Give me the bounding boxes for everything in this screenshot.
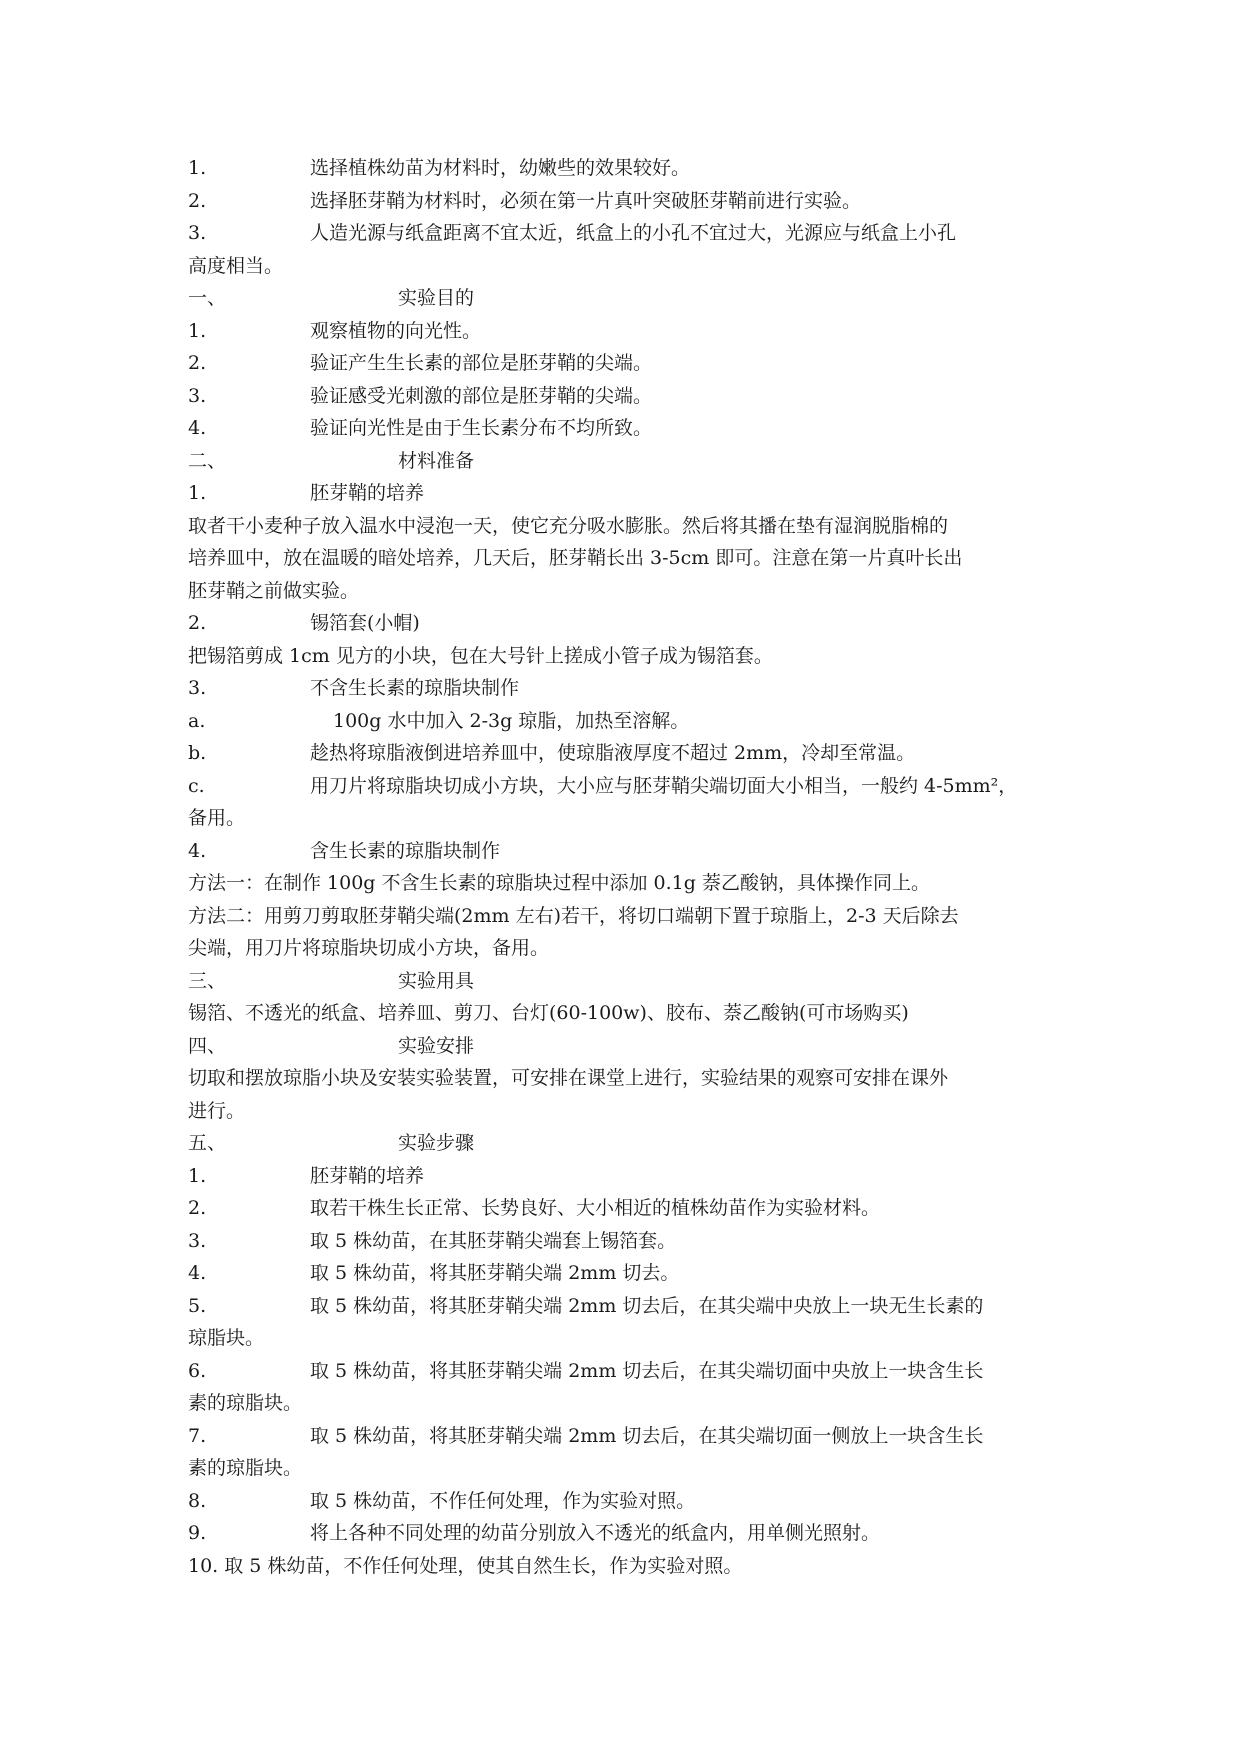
item-label: a. bbox=[188, 709, 206, 732]
material-item-4 bbox=[188, 835, 1068, 868]
item-text: 验证向光性是由于生长素分布不均所致。 bbox=[310, 417, 653, 439]
item-label: b. bbox=[188, 742, 207, 764]
item-continuation: 素的琼脂块。 bbox=[188, 1392, 303, 1414]
item-label: 5. bbox=[188, 1294, 207, 1317]
item-text: 取 5 株幼苗，将其胚芽鞘尖端 2mm 切去后，在其尖端切面中央放上一块含生长 bbox=[310, 1359, 984, 1382]
sub-item-c bbox=[188, 770, 1068, 803]
section-number: 一、 bbox=[188, 287, 227, 309]
material-item-1 bbox=[188, 477, 1068, 510]
section-title: 实验步骤 bbox=[398, 1132, 475, 1154]
step-item-6 bbox=[188, 1355, 1068, 1388]
paragraph-line: 尖端，用刀片将琼脂块切成小方块，备用。 bbox=[188, 937, 550, 959]
item-text: 取 5 株幼苗，在其胚芽鞘尖端套上锡箔套。 bbox=[310, 1229, 677, 1252]
step-item-10 bbox=[188, 1550, 1068, 1583]
item-label: 4. bbox=[188, 1262, 207, 1284]
section-title: 实验用具 bbox=[398, 969, 475, 992]
step-item-8 bbox=[188, 1485, 1068, 1518]
item-text: 锡箔套(小帽) bbox=[310, 612, 420, 634]
paragraph-line: 方法一：在制作 100g 不含生长素的琼脂块过程中添加 0.1g 萘乙酸钠，具体操作同上。 bbox=[188, 872, 930, 894]
paragraph-line: 把锡箔剪成 1cm 见方的小块，包在大号针上搓成小管子成为锡箔套。 bbox=[188, 644, 773, 667]
item-label: 6. bbox=[188, 1359, 207, 1382]
step-item-2 bbox=[188, 1192, 1068, 1225]
paragraph-line: 取者干小麦种子放入温水中浸泡一天，使它充分吸水膨胀。然后将其播在垫有湿润脱脂棉的 bbox=[188, 514, 949, 537]
item-text: 取 5 株幼苗，将其胚芽鞘尖端 2mm 切去后，在其尖端切面一侧放上一块含生长 bbox=[310, 1424, 984, 1447]
item-label: 1. bbox=[188, 157, 207, 179]
item-text: 验证产生生长素的部位是胚芽鞘的尖端。 bbox=[310, 352, 653, 374]
item-label: 10. bbox=[188, 1554, 219, 1577]
section-number: 四、 bbox=[188, 1034, 227, 1057]
material-item-2 bbox=[188, 607, 1068, 640]
step-item-9 bbox=[188, 1517, 1068, 1550]
item-text: 取若干株生长正常、长势良好、大小相近的植株幼苗作为实验材料。 bbox=[310, 1197, 881, 1219]
paragraph-line: 胚芽鞘之前做实验。 bbox=[188, 579, 360, 602]
item-text: 观察植物的向光性。 bbox=[310, 319, 482, 342]
step-item-5 bbox=[188, 1290, 1068, 1323]
item-text: 胚芽鞘的培养 bbox=[310, 1164, 425, 1187]
item-label: 1. bbox=[188, 1164, 207, 1187]
item-label: 3. bbox=[188, 677, 207, 699]
section-heading-goals bbox=[188, 282, 1068, 315]
item-label: 3. bbox=[188, 1229, 207, 1252]
item-text: 取 5 株幼苗，不作任何处理，使其自然生长，作为实验对照。 bbox=[224, 1554, 743, 1577]
item-text: 趁热将琼脂液倒进培养皿中，使琼脂液厚度不超过 2mm，冷却至常温。 bbox=[310, 742, 916, 764]
item-continuation: 素的琼脂块。 bbox=[188, 1457, 303, 1479]
item-label: 2. bbox=[188, 189, 207, 212]
paragraph-line: 切取和摆放琼脂小块及安装实验装置，可安排在课堂上进行，实验结果的观察可安排在课外 bbox=[188, 1067, 949, 1089]
step-item-4 bbox=[188, 1257, 1068, 1290]
note-item-1 bbox=[188, 152, 1068, 185]
item-text: 用刀片将琼脂块切成小方块，大小应与胚芽鞘尖端切面大小相当，一般约 4-5mm²， bbox=[310, 774, 1018, 797]
item-continuation: 琼脂块。 bbox=[188, 1327, 265, 1349]
section-number: 二、 bbox=[188, 449, 227, 472]
item-label: 2. bbox=[188, 352, 207, 374]
item-label: 1. bbox=[188, 482, 207, 504]
section-number: 五、 bbox=[188, 1132, 227, 1154]
step-item-1 bbox=[188, 1160, 1068, 1193]
paragraph-line: 进行。 bbox=[188, 1099, 246, 1122]
item-label: 4. bbox=[188, 417, 207, 439]
section-heading-arrangement bbox=[188, 1030, 1068, 1063]
section-title: 实验安排 bbox=[398, 1034, 475, 1057]
paragraph-line: 培养皿中，放在温暖的暗处培养，几天后，胚芽鞘长出 3-5cm 即可。注意在第一片真叶长出 bbox=[188, 547, 963, 569]
item-text: 含生长素的琼脂块制作 bbox=[310, 839, 501, 862]
sub-item-b bbox=[188, 737, 1068, 770]
step-item-3 bbox=[188, 1225, 1068, 1258]
section-title: 实验目的 bbox=[398, 287, 475, 309]
sub-item-a bbox=[188, 705, 1068, 738]
goal-item-2 bbox=[188, 347, 1068, 380]
goal-item-1 bbox=[188, 315, 1068, 348]
item-text: 将上各种不同处理的幼苗分别放入不透光的纸盒内，用单侧光照射。 bbox=[310, 1522, 881, 1544]
goal-item-3 bbox=[188, 380, 1068, 413]
section-heading-tools bbox=[188, 965, 1068, 998]
paragraph-line: 锡箔、不透光的纸盒、培养皿、剪刀、台灯(60-100w)、胶布、萘乙酸钠(可市场购买) bbox=[188, 1002, 909, 1024]
item-label: 3. bbox=[188, 222, 207, 244]
item-text: 取 5 株幼苗，不作任何处理，作为实验对照。 bbox=[310, 1489, 696, 1512]
document-body bbox=[188, 152, 1068, 1582]
item-text: 选择胚芽鞘为材料时，必须在第一片真叶突破胚芽鞘前进行实验。 bbox=[310, 189, 862, 212]
item-text: 选择植株幼苗为材料时，幼嫩些的效果较好。 bbox=[310, 157, 691, 179]
item-text: 胚芽鞘的培养 bbox=[310, 482, 425, 504]
item-label: 7. bbox=[188, 1424, 207, 1447]
item-label: 1. bbox=[188, 319, 207, 342]
item-label: 2. bbox=[188, 612, 207, 634]
item-text: 不含生长素的琼脂块制作 bbox=[310, 677, 520, 699]
item-label: 4. bbox=[188, 839, 207, 862]
item-continuation: 高度相当。 bbox=[188, 254, 284, 277]
section-heading-materials bbox=[188, 445, 1068, 478]
item-label: c. bbox=[188, 774, 205, 797]
step-item-7 bbox=[188, 1420, 1068, 1453]
section-title: 材料准备 bbox=[398, 449, 475, 472]
material-item-3 bbox=[188, 672, 1068, 705]
item-text: 取 5 株幼苗，将其胚芽鞘尖端 2mm 切去。 bbox=[310, 1262, 680, 1284]
item-text: 取 5 株幼苗，将其胚芽鞘尖端 2mm 切去后，在其尖端中央放上一块无生长素的 bbox=[310, 1294, 984, 1317]
note-item-3 bbox=[188, 217, 1068, 250]
item-text: 人造光源与纸盒距离不宜太近，纸盒上的小孔不宜过大，光源应与纸盒上小孔 bbox=[310, 222, 957, 244]
item-label: 3. bbox=[188, 384, 207, 407]
goal-item-4 bbox=[188, 412, 1068, 445]
paragraph-line: 方法二：用剪刀剪取胚芽鞘尖端(2mm 左右)若干，将切口端朝下置于琼脂上，2-3 天后除去 bbox=[188, 904, 959, 927]
item-text: 验证感受光刺激的部位是胚芽鞘的尖端。 bbox=[310, 384, 653, 407]
item-text: 100g 水中加入 2-3g 琼脂，加热至溶解。 bbox=[333, 709, 690, 732]
note-item-2 bbox=[188, 185, 1068, 218]
item-label: 9. bbox=[188, 1522, 207, 1544]
item-label: 8. bbox=[188, 1489, 207, 1512]
section-heading-steps bbox=[188, 1127, 1068, 1160]
section-number: 三、 bbox=[188, 969, 227, 992]
item-continuation: 备用。 bbox=[188, 807, 246, 829]
item-label: 2. bbox=[188, 1197, 207, 1219]
